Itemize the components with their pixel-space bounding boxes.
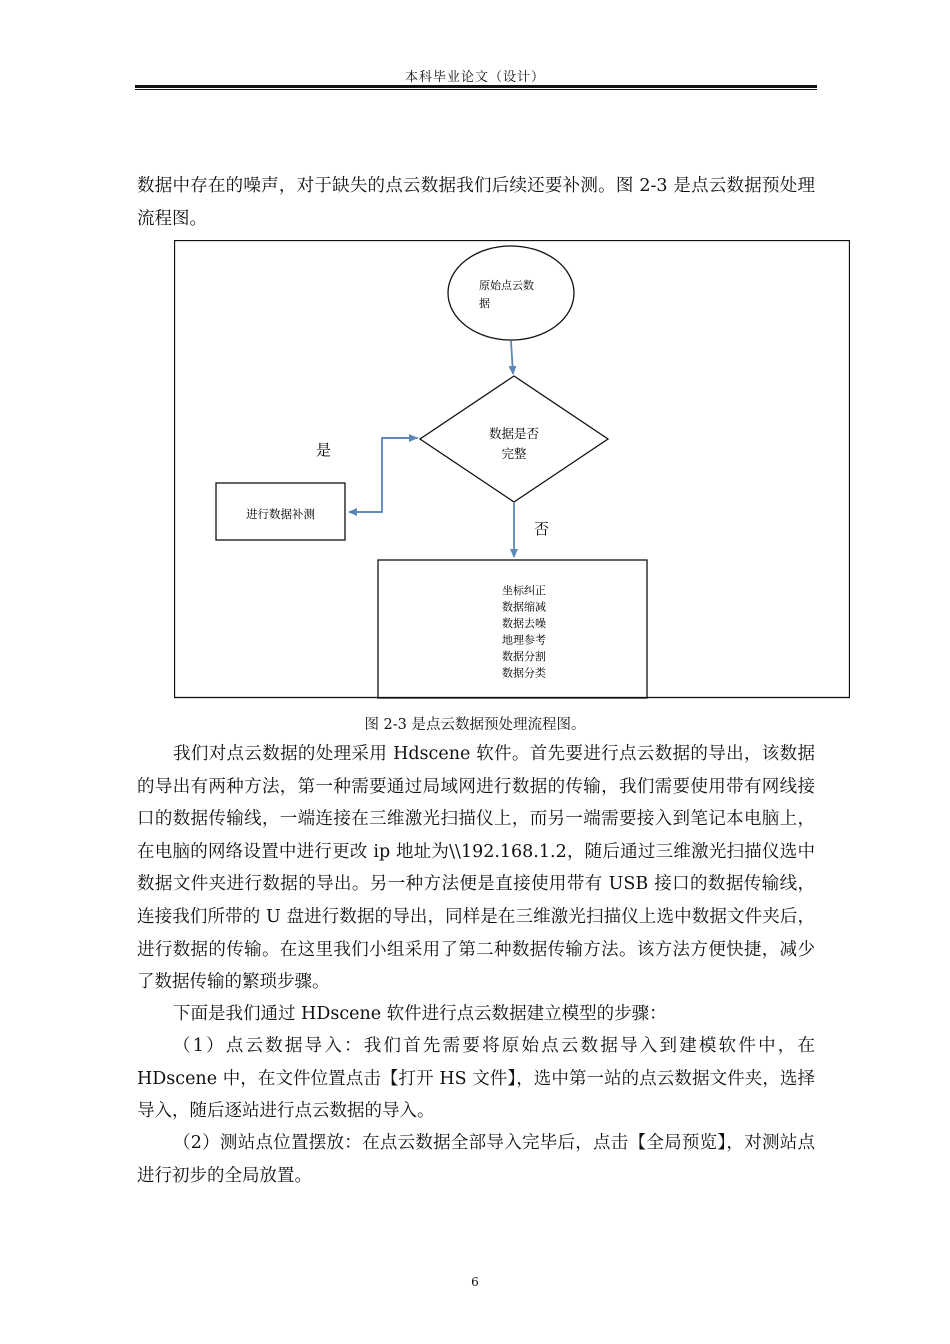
process-step: 数据分割 <box>502 650 546 663</box>
arrow-start-to-decision <box>511 341 513 374</box>
body-paragraph-3: （1）点云数据导入：我们首先需要将原始点云数据导入到建模软件中，在 HDscene 中，在文件位置点击【打开 HS 文件】，选中第一站的点云数据文件夹，选择导入，随后逐站进行点云数据的导入。 <box>137 1036 815 1122</box>
process-step: 坐标纠正 <box>502 584 546 597</box>
figure-caption: 图 2-3 是点云数据预处理流程图。 <box>364 717 586 733</box>
header-rule-thin <box>135 89 817 90</box>
label-yes: 是 <box>316 441 332 459</box>
header-rule <box>135 85 817 88</box>
flowchart-figure <box>174 240 850 699</box>
body-paragraph-1: 我们对点云数据的处理采用 Hdscene 软件。首先要进行点云数据的导出，该数据的导出有两种方法，第一种需要通过局域网进行数据的传输，我们需要使用带有网线接口的数据传输线，一端连接在三维激光扫描仪上，而另一端需要接入到笔记本电脑上，在电脑的网络设置中进行更改 ip 地址为\\192.168.1.2，随后通过三维激光扫描仪选中数据文件夹进行数据的导出。另一种方法便是直接使用带有 USB 接口的数据传输线，连接我们所带的 U 盘进行数据的导出，同样是在三维激光扫描仪上选中数据文件夹后，进行数据的传输。在这里我们小组采用了第二种数据传输方法。该方法方便快捷，减少了数据传输的繁琐步骤。 <box>137 744 815 993</box>
body-paragraph-4: （2）测站点位置摆放：在点云数据全部导入完毕后，点击【全局预览】，对测站点进行初步的全局放置。 <box>137 1133 815 1186</box>
supplement-node-label: 进行数据补测 <box>246 507 315 521</box>
page-number: 6 <box>471 1275 479 1289</box>
decision-node-label-1: 数据是否 <box>488 426 540 441</box>
start-node-label-2: 据 <box>479 297 490 310</box>
start-node-label-1: 原始点云数 <box>479 279 534 292</box>
process-steps <box>502 583 546 680</box>
intro-paragraph: 数据中存在的噪声，对于缺失的点云数据我们后续还要补测。图 2-3 是点云数据预处理流程图。 <box>137 176 815 229</box>
process-step: 地理参考 <box>502 633 546 647</box>
running-header: 本科毕业论文（设计） <box>404 70 545 85</box>
process-step: 数据分类 <box>502 666 546 680</box>
body-paragraph-2: 下面是我们通过 HDscene 软件进行点云数据建立模型的步骤： <box>173 1004 667 1024</box>
label-no: 否 <box>534 520 550 538</box>
start-node <box>448 246 574 340</box>
arrow-decision-to-supplement <box>349 438 418 512</box>
decision-node-label-2: 完整 <box>501 446 527 461</box>
process-step: 数据缩减 <box>502 600 546 614</box>
process-step: 数据去噪 <box>502 617 546 630</box>
